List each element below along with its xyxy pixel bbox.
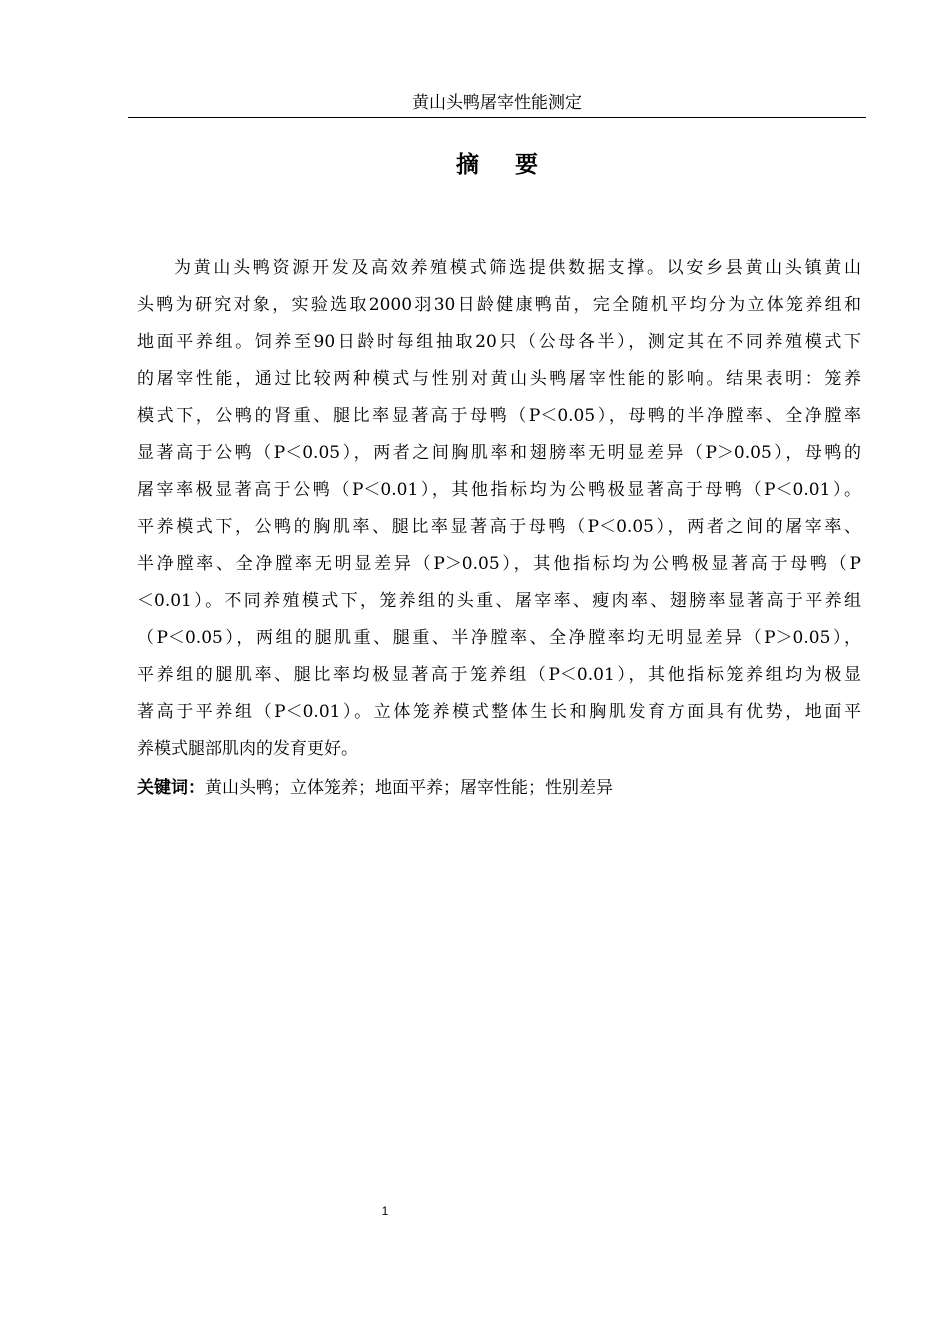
page-number: 1 [381, 1204, 389, 1218]
keywords [137, 772, 861, 804]
abstract-line: 平养模式下，公鸭的胸肌率、腿比率显著高于母鸭（P＜0.05），两者之间的屠宰率、 [137, 517, 861, 537]
abstract-line: 模式下，公鸭的肾重、腿比率显著高于母鸭（P＜0.05），母鸭的半净膛率、全净膛率 [137, 406, 861, 426]
abstract-title: 摘 要 [455, 152, 552, 178]
abstract-line: 养模式腿部肌肉的发育更好。 [137, 739, 358, 759]
abstract-line: 屠宰率极显著高于公鸭（P＜0.01），其他指标均为公鸭极显著高于母鸭（P＜0.01）。 [137, 480, 861, 500]
running-header: 黄山头鸭屠宰性能测定 [128, 90, 866, 118]
keywords-text: 黄山头鸭；立体笼养；地面平养；屠宰性能；性别差异 [205, 778, 613, 798]
abstract-line: （P＜0.05），两组的腿肌重、腿重、半净膛率、全净膛率均无明显差异（P＞0.05）， [137, 628, 861, 648]
abstract-line: 头鸭为研究对象，实验选取2000羽30日龄健康鸭苗，完全随机平均分为立体笼养组和 [137, 295, 861, 315]
abstract-body [137, 250, 861, 768]
abstract-line: 平养组的腿肌率、腿比率均极显著高于笼养组（P＜0.01），其他指标笼养组均为极显 [137, 665, 861, 685]
abstract-line: ＜0.01）。不同养殖模式下，笼养组的头重、屠宰率、瘦肉率、翅膀率显著高于平养组 [137, 591, 861, 611]
abstract-line: 的屠宰性能，通过比较两种模式与性别对黄山头鸭屠宰性能的影响。结果表明：笼养 [137, 369, 861, 389]
abstract-line: 半净膛率、全净膛率无明显差异（P＞0.05），其他指标均为公鸭极显著高于母鸭（P [137, 554, 861, 574]
abstract-line: 著高于平养组（P＜0.01）。立体笼养模式整体生长和胸肌发育方面具有优势，地面平 [137, 702, 861, 722]
abstract-line: 显著高于公鸭（P＜0.05），两者之间胸肌率和翅膀率无明显差异（P＞0.05），母鸭的 [137, 443, 861, 463]
abstract-line: 地面平养组。饲养至90日龄时每组抽取20只（公母各半），测定其在不同养殖模式下 [137, 332, 861, 352]
abstract-line: 为黄山头鸭资源开发及高效养殖模式筛选提供数据支撑。以安乡县黄山头镇黄山 [174, 258, 861, 278]
keywords-label: 关键词： [137, 778, 205, 798]
